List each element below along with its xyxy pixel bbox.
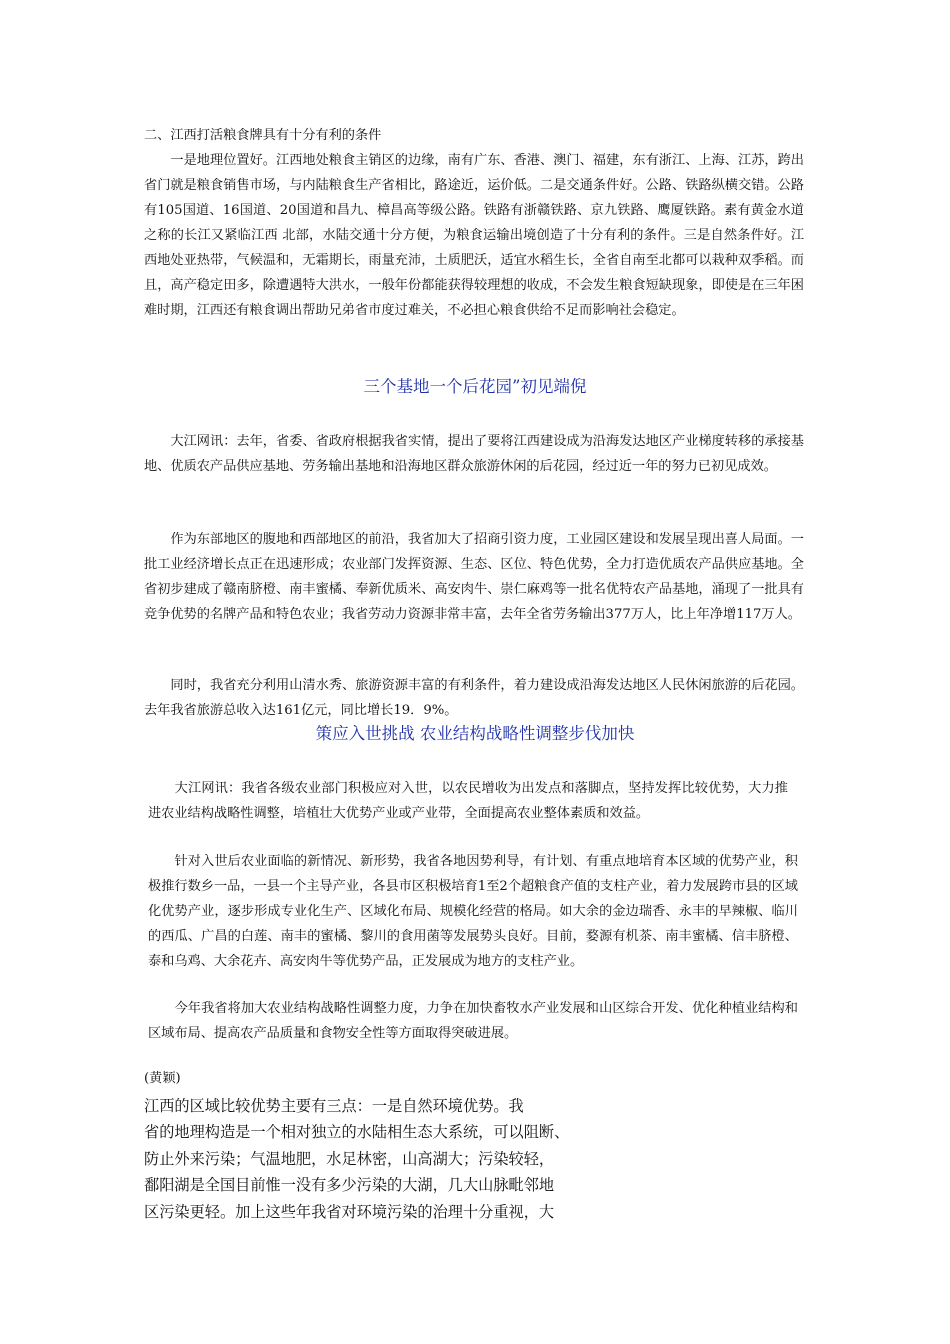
article2-paragraph-2: 针对入世后农业面临的新情况、新形势，我省各地因势利导，有计划、有重点地培育本区域的优势产业，积极推行数乡一品，一县一个主导产业，各县市区积极培育1至2个超粮食产值的支柱产业，着力发展跨市县的区域化优势产业，逐步形成专业化生产、区域化布局、规模化经营的格局。如大余的金边瑞香、永丰的早辣椒、临川的西瓜、广昌的白莲、南丰的蜜橘、黎川的食用菌等发展势头良好。目前，婺源有机茶、南丰蜜橘、信丰脐橙、泰和乌鸡、大余花卉、高安肉牛等优势产品，正发展成为地方的支柱产业。 [148, 854, 798, 969]
article1-paragraph-2: 作为东部地区的腹地和西部地区的前沿，我省加大了招商引资力度，工业园区建设和发展呈现出喜人局面。一批工业经济增长点正在迅速形成；农业部门发挥资源、生态、区位、特色优势，全力打造优质农产品供应基地。全省初步建成了赣南脐橙、南丰蜜橘、奉新优质米、高安肉牛、崇仁麻鸡等一批名优特农产品基地，涌现了一批具有竞争优势的名牌产品和特色农业；我省劳动力资源非常丰富，去年全省劳务输出377万人，比上年净增117万人。 [144, 532, 804, 622]
closing-text [144, 1093, 569, 1225]
author-note: (黄颖) [144, 1071, 181, 1086]
article2-paragraph-1: 大江网讯：我省各级农业部门积极应对入世，以农民增收为出发点和落脚点，坚持发挥比较优势，大力推进农业结构战略性调整，培植壮大优势产业或产业带，全面提高农业整体素质和效益。 [148, 781, 788, 821]
article1-paragraph-3: 同时，我省充分利用山清水秀、旅游资源丰富的有利条件，着力建设成沿海发达地区人民休闲旅游的后花园。去年我省旅游总收入达161亿元，同比增长19．9%。 [144, 678, 804, 718]
article-title-2: 策应入世挑战 农业结构战略性调整步伐加快 [315, 724, 635, 743]
closing-line: 江西的区域比较优势主要有三点：一是自然环境优势。我 [144, 1097, 524, 1115]
section-heading: 二、江西打活粮食牌具有十分有利的条件 [144, 128, 382, 143]
article2-paragraph-3: 今年我省将加大农业结构战略性调整力度，力争在加快畜牧水产业发展和山区综合开发、优化种植业结构和区域布局、提高农产品质量和食物安全性等方面取得突破进展。 [148, 1001, 798, 1041]
closing-line: 防止外来污染；气温地肥，水足林密，山高湖大；污染较轻， [144, 1149, 555, 1168]
article-title-1: 三个基地一个后花园”初见端倪 [363, 377, 587, 396]
section-paragraph: 一是地理位置好。江西地处粮食主销区的边缘，南有广东、香港、澳门、福建，东有浙江、上海、江苏，跨出省门就是粮食销售市场，与内陆粮食生产省相比，路途近，运价低。二是交通条件好。公路、铁路纵横交错。公路有105国道、16国道、20国道和昌九、樟昌高等级公路。铁路有浙赣铁路、京九铁路、鹰厦铁路。素有黄金水道之称的长江又紧临江西 北部，水陆交通十分方便，为粮食运输出境创造了十分有利的条件。三是自然条件好。江西地处亚热带，气候温和，无霜期长，雨量充沛，土质肥沃，适宜水稻生长，全省自南至北都可以栽种双季稻。而且，高产稳定田多，除遭遇特大洪水，一般年份都能获得较理想的收成，不会发生粮食短缺现象，即使是在三年困难时期，江西还有粮食调出帮助兄弟省市度过难关，不必担心粮食供给不足而影响社会稳定。 [144, 153, 804, 318]
closing-line: 省的地理构造是一个相对独立的水陆相生态大系统，可以阻断、 [144, 1123, 570, 1142]
closing-line: 鄱阳湖是全国目前惟一没有多少污染的大湖，几大山脉毗邻地 [144, 1176, 555, 1195]
article1-paragraph-1: 大江网讯：去年，省委、省政府根据我省实情，提出了要将江西建设成为沿海发达地区产业梯度转移的承接基地、优质农产品供应基地、劳务输出基地和沿海地区群众旅游休闲的后花园，经过近一年的努力已初见成效。 [144, 434, 804, 474]
closing-line: 区污染更轻。加上这些年我省对环境污染的治理十分重视，大 [144, 1202, 555, 1221]
